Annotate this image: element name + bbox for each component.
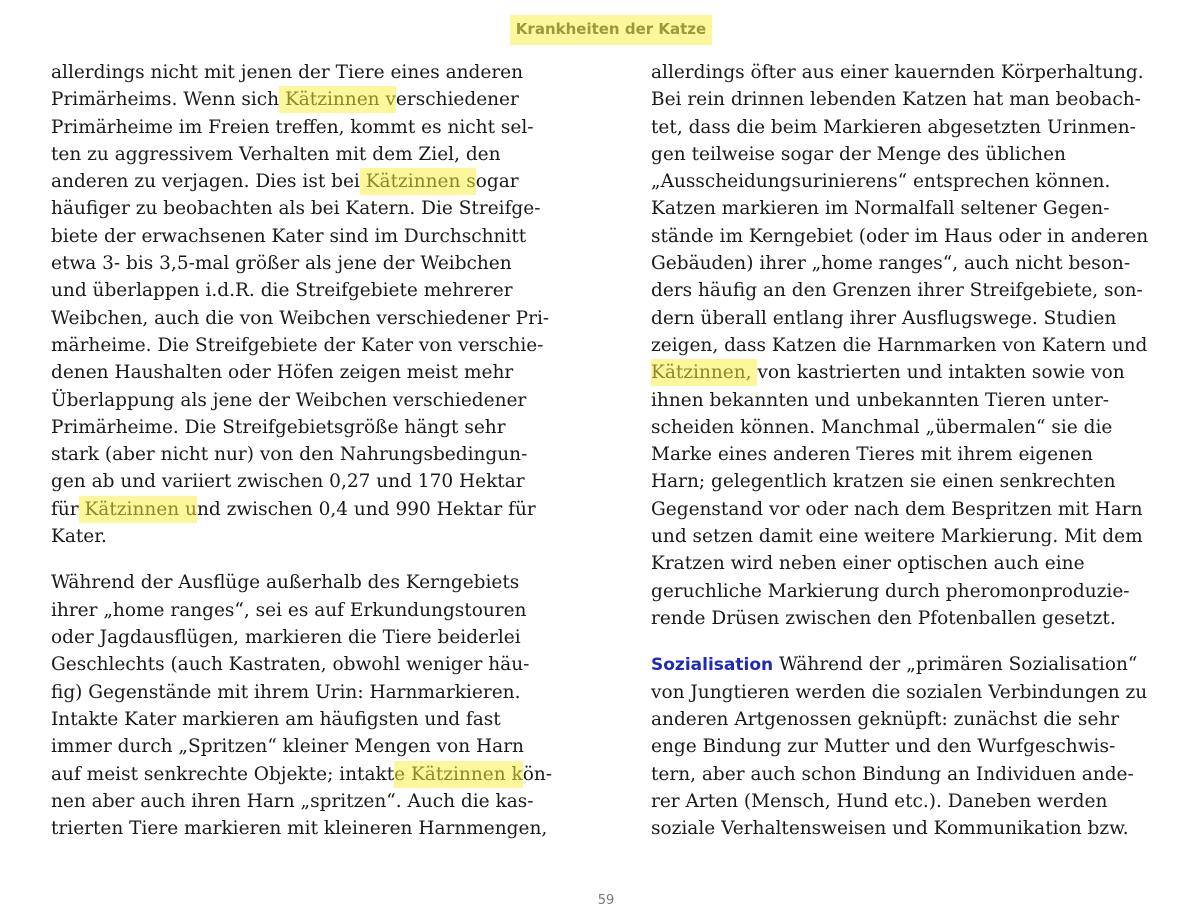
text-line [51, 733, 591, 760]
text-segment: Primärheime. Die Streifgebietsgröße hängt sehr [51, 416, 506, 438]
text-line [651, 679, 1176, 706]
text-line [651, 359, 1176, 386]
text-line [51, 195, 591, 222]
text-line [51, 277, 591, 304]
text-segment: Geschlechts (auch Kastraten, obwohl weniger häu- [51, 654, 530, 676]
text-line [651, 441, 1176, 468]
text-segment: ten zu aggressivem Verhalten mit dem Ziel, den [51, 143, 501, 165]
text-segment: ogar [475, 171, 519, 193]
text-segment: von kastrierten und intakten sowie von [757, 362, 1125, 384]
text-line [651, 815, 1176, 842]
text-line [51, 332, 591, 359]
text-segment: Gebäuden) ihrer „home ranges“, auch nicht beson- [651, 253, 1131, 275]
text-segment: Marke eines anderen Tieres mit ihrem eigenen [651, 444, 1093, 466]
text-line [51, 523, 591, 550]
text-line [651, 332, 1176, 359]
text-segment: gen ab und variiert zwischen 0,27 und 170 Hektar [51, 471, 525, 493]
text-segment: geruchliche Markierung durch pheromonproduzie- [651, 580, 1130, 602]
text-segment: immer durch „Spritzen“ kleiner Mengen von Harn [51, 736, 524, 758]
text-segment: dern überall entlang ihrer Ausflugswege. Studien [651, 307, 1117, 329]
text-segment: scheiden können. Manchmal „übermalen“ sie die [651, 416, 1113, 438]
text-segment: Gegenstand vor oder nach dem Bespritzen mit Harn [651, 498, 1143, 520]
text-line [51, 651, 591, 678]
section-heading: Sozialisation [651, 655, 774, 676]
text-line [51, 414, 591, 441]
text-segment: Primärheime im Freien treffen, kommt es nicht sel- [51, 116, 534, 138]
text-line [651, 168, 1176, 195]
text-line [51, 496, 591, 523]
text-segment: ihrer „home ranges“, sei es auf Erkundungstouren [51, 599, 527, 621]
text-segment: von Jungtieren werden die sozialen Verbindungen zu [651, 681, 1148, 703]
text-line [651, 468, 1176, 495]
left-text-column [51, 59, 591, 842]
text-segment: Überlappung als jene der Weibchen verschiedener [51, 389, 527, 411]
text-segment: gen teilweise sogar der Menge des üblichen [651, 143, 1066, 165]
text-segment: rende Drüsen zwischen den Pfotenballen gesetzt. [651, 607, 1116, 629]
text-segment: Harn; gelegentlich kratzen sie einen senkrechten [651, 471, 1116, 493]
text-line [51, 114, 591, 141]
text-line [651, 496, 1176, 523]
text-segment: allerdings nicht mit jenen der Tiere eines anderen [51, 62, 524, 83]
text-segment: anderen zu verjagen. Dies ist bei [51, 171, 360, 193]
text-segment: nen aber auch ihren Harn „spritzen“. Auch die kas- [51, 790, 534, 812]
text-segment: Weibchen, auch die von Weibchen verschiedener Pri- [51, 307, 550, 329]
text-line [651, 706, 1176, 733]
text-line [51, 250, 591, 277]
running-header-title: Krankheiten der Katze [510, 15, 712, 45]
text-segment: Während der Ausflüge außerhalb des Kerngebiets [51, 572, 520, 594]
text-segment: allerdings öfter aus einer kauernden Körperhaltung. [651, 62, 1144, 83]
text-segment: oder Jagdausflügen, markieren die Tiere beiderlei [51, 627, 521, 649]
text-segment: ihnen bekannten und unbekannten Tieren unter- [651, 389, 1110, 411]
text-segment: Intakte Kater markieren am häufigsten und fast [51, 708, 501, 730]
text-segment: „Ausscheidungsurinierens“ entsprechen können. [651, 171, 1111, 193]
text-line [51, 305, 591, 332]
text-line [651, 195, 1176, 222]
text-segment: zeigen, dass Katzen die Harnmarken von Katern und [651, 334, 1148, 356]
text-segment: für [51, 498, 79, 520]
text-line [51, 387, 591, 414]
text-line [51, 569, 591, 596]
text-segment: ön- [522, 763, 553, 785]
text-line [51, 359, 591, 386]
text-line [651, 605, 1176, 632]
text-segment: märheime. Die Streifgebiete der Kater von verschie- [51, 334, 544, 356]
text-segment: Primärheims. Wenn sich [51, 89, 280, 111]
page-number: 59 [597, 893, 615, 908]
text-line [51, 59, 591, 86]
text-line [51, 788, 591, 815]
text-line [51, 141, 591, 168]
text-line [651, 114, 1176, 141]
text-segment: häufiger zu beobachten als bei Katern. Die Streifge- [51, 198, 541, 220]
text-line [651, 277, 1176, 304]
text-line [651, 250, 1176, 277]
highlighted-term: Kätzinnen v [279, 86, 396, 113]
right-text-column [651, 59, 1176, 842]
text-line [651, 761, 1176, 788]
text-segment: etwa 3- bis 3,5-mal größer als jene der Weibchen [51, 253, 512, 275]
text-line [51, 761, 591, 788]
text-segment: trierten Tiere markieren mit kleineren Harnmengen, [51, 818, 548, 840]
text-line [651, 578, 1176, 605]
text-line [651, 223, 1176, 250]
text-line [51, 441, 591, 468]
text-segment: biete der erwachsenen Kater sind im Durchschnitt [51, 225, 527, 247]
text-line [51, 624, 591, 651]
highlighted-term: Kätzinnen, [651, 359, 757, 386]
text-line [651, 414, 1176, 441]
text-line [51, 679, 591, 706]
text-segment: tet, dass die beim Markieren abgesetzten Urinmen- [651, 116, 1136, 138]
text-segment: stände im Kerngebiet (oder im Haus oder in anderen [651, 225, 1149, 247]
text-segment: enge Bindung zur Mutter und den Wurfgeschwis- [651, 736, 1116, 758]
text-line [651, 387, 1176, 414]
text-segment: stark (aber nicht nur) von den Nahrungsbedingun- [51, 444, 528, 466]
text-line [51, 597, 591, 624]
text-segment: tern, aber auch schon Bindung an Individuen ande- [651, 763, 1134, 785]
text-segment: Während der „primären Sozialisation“ [773, 654, 1138, 676]
text-segment: rer Arten (Mensch, Hund etc.). Daneben werden [651, 790, 1108, 812]
text-segment: Kater. [51, 526, 107, 548]
text-segment: fig) Gegenstände mit ihrem Urin: Harnmarkieren. [51, 681, 521, 703]
text-segment: erschiedener [395, 89, 519, 111]
paragraph-gap [651, 632, 1176, 651]
highlighted-term: Kätzinnen u [79, 496, 197, 523]
text-line [51, 815, 591, 842]
text-line [651, 86, 1176, 113]
text-line [51, 706, 591, 733]
text-segment: und setzen damit eine weitere Markierung. Mit dem [651, 526, 1143, 548]
highlighted-term: e Kätzinnen k [394, 761, 523, 788]
text-line [51, 223, 591, 250]
text-line [51, 468, 591, 495]
highlighted-term: Kätzinnen s [360, 168, 476, 195]
text-segment: Bei rein drinnen lebenden Katzen hat man beobach- [651, 89, 1141, 111]
text-segment: soziale Verhaltensweisen und Kommunikation bzw. [651, 818, 1129, 840]
paragraph-gap [51, 550, 591, 569]
text-line [651, 651, 1176, 678]
text-line [651, 733, 1176, 760]
text-line [651, 523, 1176, 550]
text-line [651, 141, 1176, 168]
text-line [51, 86, 591, 113]
text-segment: Katzen markieren im Normalfall seltener Gegen- [651, 198, 1110, 220]
text-segment: nd zwischen 0,4 und 990 Hektar für [196, 498, 536, 520]
text-segment: ders häufig an den Grenzen ihrer Streifgebiete, son- [651, 280, 1143, 302]
text-line [651, 305, 1176, 332]
text-segment: auf meist senkrechte Objekte; intakt [51, 763, 395, 785]
text-line [651, 550, 1176, 577]
text-segment: denen Haushalten oder Höfen zeigen meist mehr [51, 362, 514, 384]
text-line [651, 59, 1176, 86]
text-line [51, 168, 591, 195]
text-segment: und überlappen i.d.R. die Streifgebiete mehrerer [51, 280, 513, 302]
text-line [651, 788, 1176, 815]
text-segment: Kratzen wird neben einer optischen auch eine [651, 553, 1085, 575]
text-segment: anderen Artgenossen geknüpft: zunächst die sehr [651, 708, 1120, 730]
